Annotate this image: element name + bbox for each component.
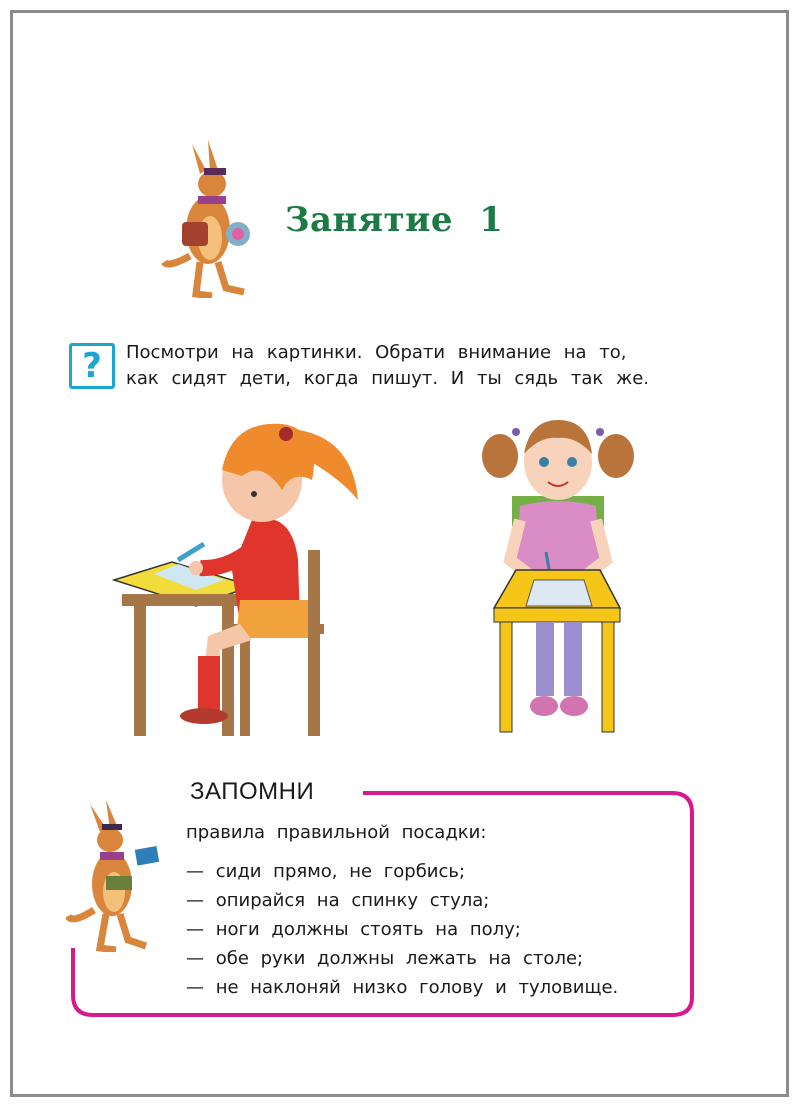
task-line-1: Посмотри на картинки. Обрати внимание на то, [126,342,627,363]
question-icon: ? [69,343,115,389]
rule-item: — опирайся на спинку стула; [186,890,490,911]
task-line-2: как сидят дети, когда пишут. И ты сядь так же. [126,368,650,389]
rule-item: — обе руки должны лежать на столе; [186,948,584,969]
remember-heading: ЗАПОМНИ [190,778,315,805]
rule-item: — сиди прямо, не горбись; [186,861,466,882]
kangaroo-reading-illustration [66,800,166,952]
kangaroo-mascot-illustration [160,138,255,298]
task-instruction [126,340,696,392]
rules-lead: правила правильной посадки: [186,822,487,843]
rules-list [186,818,618,1002]
lesson-title: Занятие 1 [285,200,504,240]
rule-item: — не наклоняй низко голову и туловище. [186,977,619,998]
girl-front-view-illustration [480,410,640,735]
girl-side-view-illustration [112,410,362,740]
rule-item: — ноги должны стоять на полу; [186,919,521,940]
